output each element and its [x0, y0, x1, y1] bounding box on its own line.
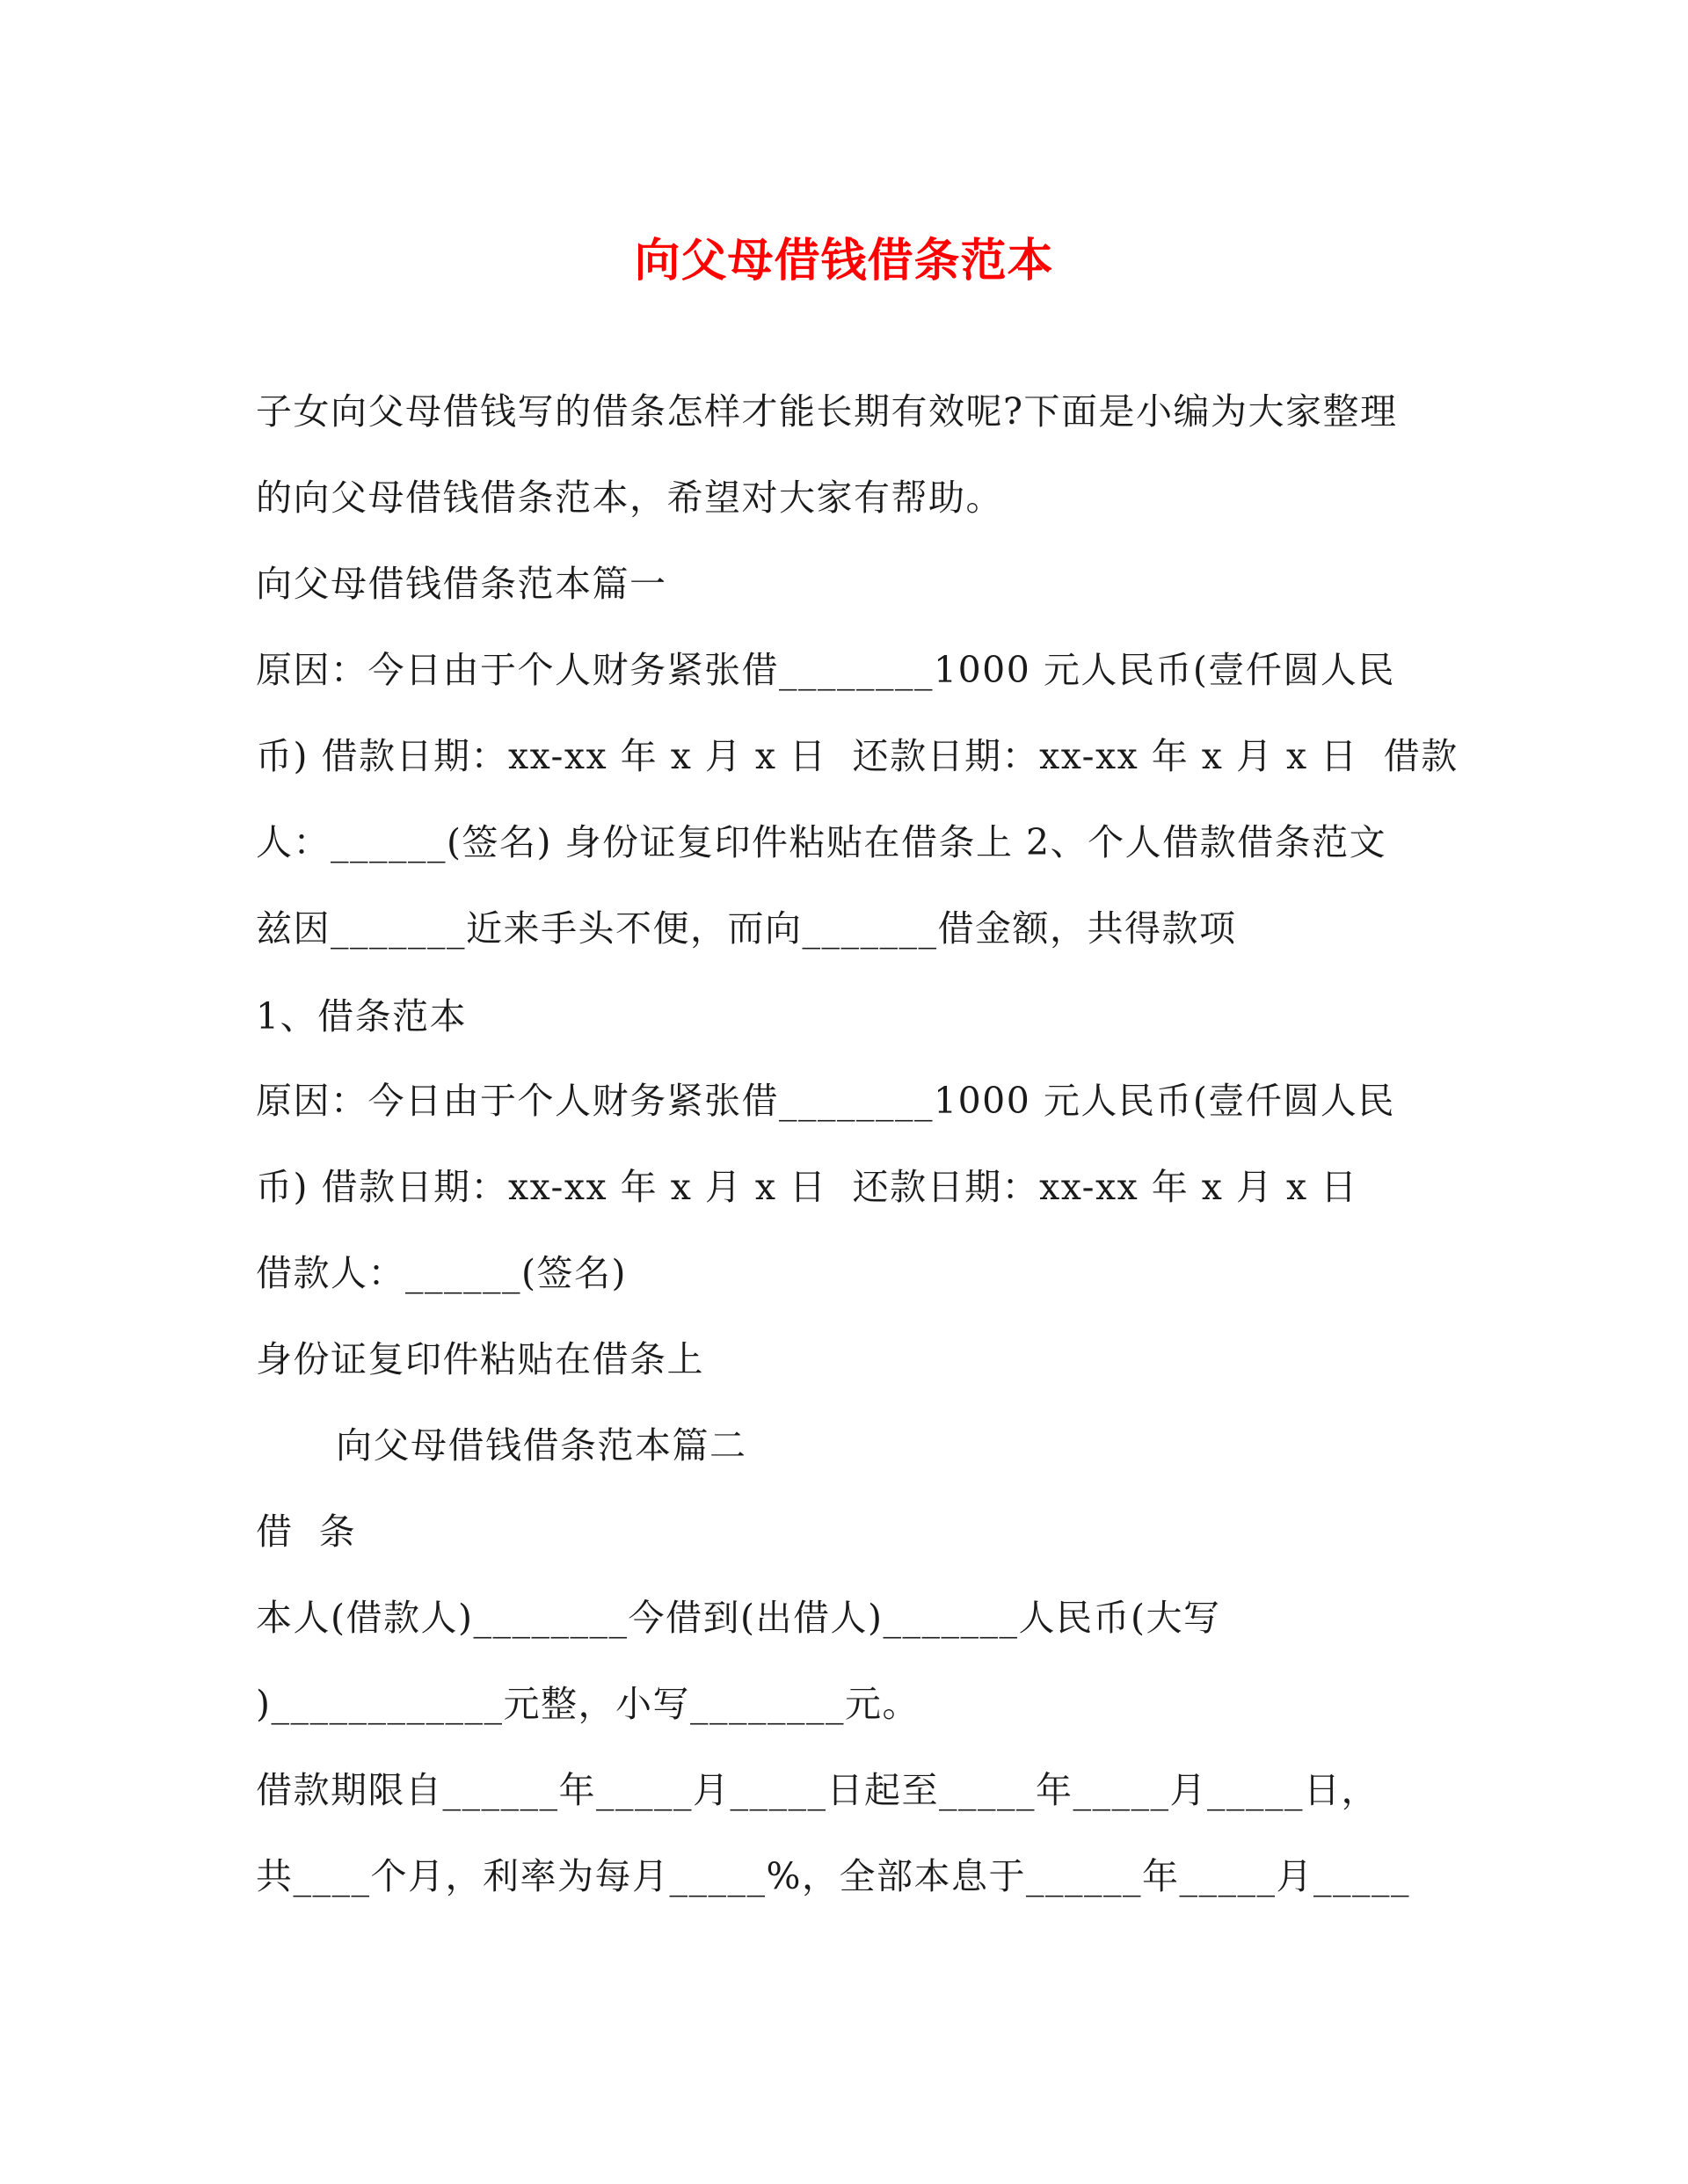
intro-paragraph-line-2: 的向父母借钱借条范本，希望对大家有帮助。: [256, 477, 1003, 519]
iou-parties-line: 本人(借款人)________今借到(出借人)_______人民币(大写: [256, 1597, 1221, 1639]
reason-line-repeat: 原因：今日由于个人财务紧张借________1000 元人民币(壹仟圆人民: [256, 1080, 1395, 1122]
iou-heading: 借 条: [256, 1511, 357, 1553]
iou-amount-line: )____________元整，小写________元。: [256, 1683, 920, 1725]
iou-term-line: 借款期限自______年_____月_____日起至_____年_____月_____日，: [256, 1769, 1379, 1811]
loan-dates-line: 币) 借款日期：xx-xx 年 x 月 x 日 还款日期：xx-xx 年 x 月 x 日 借款: [256, 735, 1459, 777]
iou-interest-line: 共____个月，利率为每月_____%，全部本息于______年_____月_____: [256, 1855, 1410, 1897]
borrower-signature-line: 人：______(签名) 身份证复印件粘贴在借条上 2、个人借款借条范文: [256, 821, 1387, 863]
section-heading-part-two: 向父母借钱借条范本篇二: [336, 1424, 747, 1467]
reason-line: 原因：今日由于个人财务紧张借________1000 元人民币(壹仟圆人民: [256, 649, 1395, 691]
borrower-line: 借款人：______(签名): [256, 1252, 627, 1294]
template-heading-1: 1、借条范本: [256, 995, 468, 1037]
loan-dates-line-repeat: 币) 借款日期：xx-xx 年 x 月 x 日 还款日期：xx-xx 年 x 月 x 日: [256, 1166, 1358, 1208]
intro-paragraph-line-1: 子女向父母借钱写的借条怎样才能长期有效呢?下面是小编为大家整理: [256, 390, 1398, 433]
section-heading-part-one: 向父母借钱借条范本篇一: [256, 563, 667, 605]
id-copy-note: 身份证复印件粘贴在借条上: [256, 1338, 704, 1380]
reason-for-loan-line: 兹因_______近来手头不便，而向_______借金额，共得款项: [256, 907, 1237, 950]
document-title: 向父母借钱借条范本: [634, 234, 1054, 288]
